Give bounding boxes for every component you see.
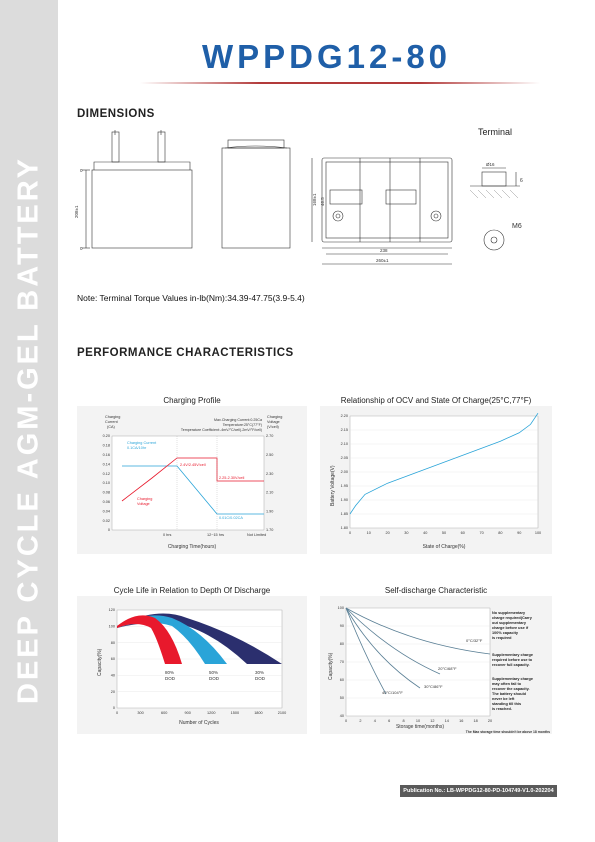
cp-right-tick: 2.70 bbox=[266, 434, 274, 439]
sd-x-tick: 12 bbox=[430, 719, 435, 723]
cp-right-tick: 2.10 bbox=[266, 490, 274, 495]
ocv-x-tick: 80 bbox=[498, 531, 503, 535]
sd-y-tick: 50 bbox=[339, 696, 344, 701]
cp-current-label-2: 0.1CA/10hr bbox=[127, 446, 147, 450]
ocv-xlabel: State of Charge(%) bbox=[422, 544, 466, 550]
title-underline bbox=[140, 82, 540, 84]
ocv-x-tick: 0 bbox=[348, 531, 352, 535]
sd-x-tick: 10 bbox=[415, 719, 421, 723]
cp-right-tick: 1.90 bbox=[266, 509, 274, 514]
sd-x-tick: 16 bbox=[459, 719, 464, 723]
sd-box3-line5: never be left bbox=[492, 697, 515, 701]
cp-xtick-1: 0 hrs bbox=[163, 533, 172, 537]
cp-left-tick: 0.16 bbox=[102, 453, 110, 457]
sd-y-tick: 80 bbox=[339, 642, 344, 647]
sd-box1-line1: No supplementary bbox=[492, 611, 526, 615]
sd-x-tick: 14 bbox=[444, 719, 449, 723]
cl-50-label-2: DOD bbox=[209, 676, 219, 681]
ocv-y-tick: 2.15 bbox=[340, 428, 348, 433]
cp-left-tick: 0.10 bbox=[102, 481, 110, 486]
ocv-x-tick: 50 bbox=[441, 531, 447, 535]
cl-x-tick: 1800 bbox=[254, 711, 263, 715]
terminal-thread-label: M6 bbox=[512, 223, 522, 230]
dimensions-heading: DIMENSIONS bbox=[77, 108, 155, 120]
front-top-mark: 0 bbox=[80, 168, 83, 173]
sd-box1-line4: charge before use if bbox=[492, 626, 529, 630]
cl-x-tick: 1500 bbox=[230, 711, 240, 715]
cp-float-label: 0.01C/0.02CA bbox=[219, 516, 243, 520]
terminal-torque-note: Note: Terminal Torque Values in-lb(Nm):34.39-47.75(3.9-5.4) bbox=[77, 293, 305, 303]
performance-heading: PERFORMANCE CHARACTERISTICS bbox=[77, 347, 294, 359]
sd-box3-line6: standing till this bbox=[492, 702, 522, 706]
cp-v1-label: 2.4V/2.45V/cell bbox=[180, 463, 206, 467]
cp-voltage-label-1: Charging bbox=[137, 497, 153, 501]
sd-box2-line1: Supplementary charge bbox=[492, 653, 533, 657]
sd-y-tick: 40 bbox=[339, 714, 344, 719]
ocv-y-tick: 1.85 bbox=[340, 512, 348, 517]
cl-y-tick: 20 bbox=[110, 689, 115, 694]
cp-left-tick: 0.18 bbox=[102, 443, 110, 448]
cl-y-tick: 100 bbox=[108, 624, 115, 629]
cl-ylabel: Capacity(%) bbox=[97, 648, 103, 676]
sd-box1-line6: is required bbox=[492, 636, 512, 640]
top-height-label: 168±1 bbox=[312, 193, 317, 206]
cp-left-tick: 0.14 bbox=[102, 462, 110, 467]
sidebar-product-type: DEEP CYCLE AGM-GEL BATTERY bbox=[12, 156, 45, 704]
cp-voltage-label-2: Voltage bbox=[137, 502, 150, 506]
top-width-label: 260±1 bbox=[376, 258, 389, 263]
sd-footnote: The Max storage time shouldn't be above 18 months bbox=[465, 730, 550, 734]
page-title: WPPDG12-80 bbox=[201, 38, 452, 75]
cp-right-tick: 2.30 bbox=[266, 471, 274, 476]
sd-x-tick: 2 bbox=[359, 719, 362, 723]
sd-x-tick: 4 bbox=[373, 719, 376, 723]
sd-box3-line3: recover the capacity. bbox=[492, 687, 530, 691]
cp-current-label-1: Charging Current bbox=[127, 441, 157, 445]
sd-x-tick: 18 bbox=[473, 719, 478, 723]
ocv-x-tick: 30 bbox=[404, 531, 409, 535]
sidebar-band bbox=[0, 0, 58, 842]
self-discharge-title: Self-discharge Characteristic bbox=[384, 586, 488, 595]
ocv-x-tick: 20 bbox=[385, 531, 390, 535]
ocv-y-tick: 1.95 bbox=[340, 484, 348, 489]
ocv-x-tick: 60 bbox=[460, 531, 465, 535]
dimension-drawings bbox=[70, 130, 540, 270]
cp-info-3: Temperature Coefficient:-4mV/°C/cell(-2mV/°F/cell) bbox=[180, 428, 262, 432]
cycle-life-chart bbox=[77, 596, 307, 734]
cp-left-tick: 0.06 bbox=[102, 500, 110, 504]
cl-y-tick: 0 bbox=[112, 706, 115, 711]
cp-ylabel-left-1: Charging bbox=[105, 415, 121, 419]
cp-ylabel-right-1: Charging bbox=[267, 415, 283, 419]
cl-80-label-2: DOD bbox=[165, 676, 175, 681]
cl-x-tick: 1200 bbox=[207, 711, 216, 715]
ocv-y-tick: 2.00 bbox=[340, 470, 348, 475]
cp-info-2: Temperature:25°C(77°F) bbox=[222, 423, 262, 427]
cl-y-tick: 80 bbox=[110, 640, 115, 645]
ocv-title: Relationship of OCV and State Of Charge(25°C,77°F) bbox=[340, 396, 532, 405]
cl-50-label-1: 50% bbox=[209, 670, 219, 675]
cp-left-tick: 0.04 bbox=[102, 509, 110, 514]
cl-x-tick: 2100 bbox=[277, 711, 287, 715]
sd-label-40c: 40°C/104°F bbox=[382, 690, 403, 695]
sd-box3-line2: may often fail to bbox=[492, 682, 522, 686]
sd-box3-line1: Supplementary charge bbox=[492, 677, 533, 681]
cl-y-tick: 120 bbox=[108, 608, 115, 613]
sd-label-20c: 20°C/68°F bbox=[438, 666, 457, 671]
terminal-height-label: 6 bbox=[520, 178, 523, 184]
top-inner-label: 46.5 bbox=[320, 197, 325, 206]
cp-right-tick: 1.70 bbox=[266, 528, 274, 533]
sd-box3-line4: The battery should bbox=[492, 692, 526, 696]
cp-left-tick: 0.12 bbox=[102, 471, 110, 476]
ocv-y-tick: 1.90 bbox=[340, 498, 348, 503]
cl-x-tick: 300 bbox=[137, 711, 144, 715]
self-discharge-chart bbox=[320, 596, 552, 734]
sd-box1-line2: charge required(Carry bbox=[492, 616, 532, 620]
top-inner-width-label: 238 bbox=[380, 248, 388, 253]
ocv-y-tick: 2.20 bbox=[340, 414, 348, 419]
ocv-x-tick: 100 bbox=[534, 531, 542, 535]
cl-30-label-2: DOD bbox=[255, 676, 265, 681]
cp-info-1: Max.Charging Current:0.25Ca bbox=[214, 418, 262, 422]
sd-x-tick: 0 bbox=[344, 719, 348, 723]
ocv-y-tick: 2.05 bbox=[340, 456, 348, 461]
sd-label-30c: 30°C/86°F bbox=[424, 684, 443, 689]
sd-box1-line5: 100% capacity bbox=[492, 631, 518, 635]
sd-x-tick: 6 bbox=[388, 719, 391, 723]
sd-y-tick: 60 bbox=[339, 678, 344, 683]
front-height-label: 208±1 bbox=[74, 205, 79, 218]
cp-left-tick: 0.08 bbox=[102, 490, 110, 495]
front-bottom-mark: 0 bbox=[80, 246, 83, 251]
terminal-label: Terminal bbox=[478, 127, 513, 137]
sd-label-0c: 0°C/32°F bbox=[466, 638, 483, 643]
sd-xlabel: Storage time(months) bbox=[395, 724, 445, 730]
publication-number: Publication No.: LB-WPPDG12-80-PD-104749-V1.0-202204 bbox=[400, 785, 557, 797]
cl-30-label-1: 30% bbox=[255, 670, 265, 675]
cp-xlabel: Charging Time(hours) bbox=[167, 544, 217, 550]
ocv-chart bbox=[320, 406, 552, 554]
sd-ylabel: Capacity(%) bbox=[328, 652, 334, 680]
cl-y-tick: 60 bbox=[110, 657, 115, 662]
ocv-y-tick: 1.80 bbox=[340, 526, 348, 531]
sd-box3-line7: is reached. bbox=[492, 707, 512, 711]
cl-x-tick: 900 bbox=[184, 711, 191, 715]
sd-x-tick: 20 bbox=[487, 719, 493, 723]
cp-left-tick: 0.02 bbox=[102, 518, 110, 523]
ocv-x-tick: 40 bbox=[423, 531, 428, 535]
cycle-life-title: Cycle Life in Relation to Depth Of Discharge bbox=[113, 586, 271, 595]
ocv-x-tick: 70 bbox=[479, 531, 484, 535]
sd-box2-line3: recover full capacity. bbox=[492, 663, 530, 667]
cl-x-tick: 600 bbox=[160, 711, 168, 715]
ocv-x-tick: 10 bbox=[366, 531, 371, 535]
cp-xtick-2: 12~15 hrs bbox=[207, 533, 224, 537]
sd-y-tick: 100 bbox=[337, 606, 344, 611]
ocv-x-tick: 90 bbox=[517, 531, 522, 535]
sd-box2-line2: required before use to bbox=[492, 658, 533, 662]
cp-ylabel-right-3: (V/cell) bbox=[267, 425, 279, 429]
cl-80-label-1: 80% bbox=[165, 670, 175, 675]
sd-x-tick: 8 bbox=[402, 719, 405, 723]
sd-y-tick: 70 bbox=[339, 660, 344, 665]
cp-ylabel-right-2: Voltage bbox=[267, 420, 280, 424]
charging-profile-chart bbox=[77, 406, 307, 554]
cp-left-tick: 0.20 bbox=[102, 434, 110, 439]
cl-x-tick: 0 bbox=[115, 711, 119, 715]
sd-y-tick: 90 bbox=[339, 624, 344, 629]
cp-v2-label: 2.25-2.30V/cell bbox=[219, 476, 245, 480]
charging-profile-title: Charging Profile bbox=[163, 396, 221, 405]
cp-ylabel-left-3: (CA) bbox=[107, 425, 115, 429]
ocv-y-tick: 2.10 bbox=[340, 442, 348, 447]
cl-xlabel: Number of Cycles bbox=[179, 720, 219, 726]
cp-xtick-3: Not Limited bbox=[247, 533, 267, 537]
ocv-ylabel: Battery Voltage(V) bbox=[330, 465, 336, 506]
cl-y-tick: 40 bbox=[110, 673, 115, 678]
terminal-width-label: Ø16 bbox=[486, 162, 495, 167]
sd-box1-line3: out supplementary bbox=[492, 621, 526, 625]
cp-left-tick: 0 bbox=[107, 528, 110, 533]
cp-right-tick: 2.50 bbox=[266, 453, 274, 457]
cp-ylabel-left-2: Current bbox=[105, 420, 118, 424]
